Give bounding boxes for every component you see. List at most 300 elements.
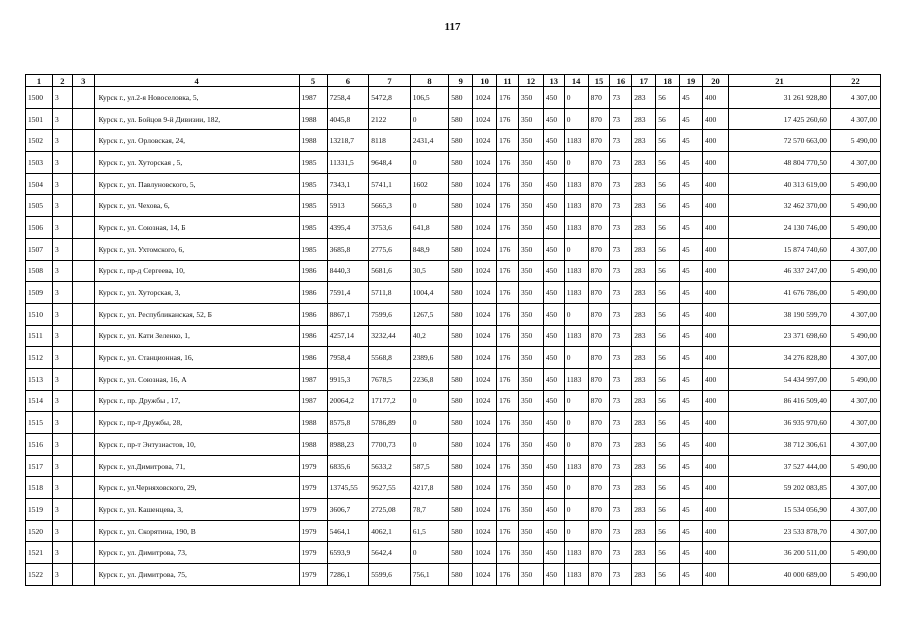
table-cell: 1183	[564, 455, 588, 477]
table-cell: 400	[702, 173, 728, 195]
table-cell: 73	[610, 195, 632, 217]
table-cell: 450	[543, 477, 564, 499]
table-cell: 56	[656, 368, 680, 390]
table-cell: 350	[518, 520, 543, 542]
table-cell: 870	[588, 108, 610, 130]
table-cell: 350	[518, 152, 543, 174]
table-cell: 56	[656, 412, 680, 434]
table-cell: 46 337 247,00	[728, 260, 830, 282]
table-cell: 7343,1	[327, 173, 369, 195]
column-header-9: 9	[449, 75, 473, 87]
column-header-18: 18	[656, 75, 680, 87]
table-cell: 73	[610, 455, 632, 477]
table-cell: 450	[543, 195, 564, 217]
table-cell: 400	[702, 434, 728, 456]
table-cell: 1024	[473, 499, 497, 521]
table-cell: 13745,55	[327, 477, 369, 499]
table-cell	[72, 108, 94, 130]
table-cell: 580	[449, 455, 473, 477]
table-cell: 0	[564, 412, 588, 434]
table-cell: 400	[702, 282, 728, 304]
table-cell: 4 307,00	[830, 347, 880, 369]
table-cell: 350	[518, 260, 543, 282]
table-cell: 45	[680, 347, 703, 369]
table-cell: 176	[497, 412, 519, 434]
table-cell: 73	[610, 499, 632, 521]
table-cell: 3	[53, 260, 73, 282]
table-row	[26, 195, 881, 217]
table-cell: 7700,73	[369, 434, 411, 456]
table-cell: 176	[497, 325, 519, 347]
table-cell: 283	[632, 303, 656, 325]
table-cell: 5464,1	[327, 520, 369, 542]
table-cell: 870	[588, 217, 610, 239]
table-cell: 870	[588, 499, 610, 521]
table-cell: Курск г., пр-т Дружбы, 28,	[94, 412, 299, 434]
table-cell: 1986	[299, 325, 327, 347]
table-cell: 450	[543, 347, 564, 369]
table-cell: 45	[680, 368, 703, 390]
table-cell: 450	[543, 130, 564, 152]
table-cell: 3606,7	[327, 499, 369, 521]
table-cell: 0	[410, 434, 448, 456]
table-cell: 1503	[26, 152, 53, 174]
table-cell: 350	[518, 173, 543, 195]
table-cell: 1516	[26, 434, 53, 456]
table-cell: 400	[702, 303, 728, 325]
table-cell: 3	[53, 390, 73, 412]
table-cell: 580	[449, 325, 473, 347]
table-cell: 1024	[473, 173, 497, 195]
table-cell: 56	[656, 455, 680, 477]
table-cell: 3	[53, 564, 73, 586]
table-cell: 350	[518, 303, 543, 325]
table-cell: 350	[518, 130, 543, 152]
table-cell: 4 307,00	[830, 434, 880, 456]
table-cell: 2389,6	[410, 347, 448, 369]
table-cell: 6835,6	[327, 455, 369, 477]
table-cell: 5 490,00	[830, 195, 880, 217]
table-cell: 23 533 878,70	[728, 520, 830, 542]
column-header-11: 11	[497, 75, 519, 87]
table-cell: 176	[497, 152, 519, 174]
table-cell: 283	[632, 108, 656, 130]
table-cell: 0	[564, 499, 588, 521]
table-cell: 7958,4	[327, 347, 369, 369]
table-cell: 40 313 619,00	[728, 173, 830, 195]
table-cell: 45	[680, 260, 703, 282]
table-cell: 1024	[473, 477, 497, 499]
column-header-20: 20	[702, 75, 728, 87]
table-cell: 56	[656, 564, 680, 586]
table-cell: 450	[543, 542, 564, 564]
table-cell: 176	[497, 390, 519, 412]
table-cell: 24 130 746,00	[728, 217, 830, 239]
table-cell: 580	[449, 108, 473, 130]
table-cell: 61,5	[410, 520, 448, 542]
table-cell: 1986	[299, 347, 327, 369]
table-cell: 1183	[564, 325, 588, 347]
table-cell: 283	[632, 564, 656, 586]
table-cell: 580	[449, 520, 473, 542]
table-cell: 2775,6	[369, 238, 411, 260]
table-cell: 7599,6	[369, 303, 411, 325]
table-cell: 56	[656, 217, 680, 239]
table-cell: 283	[632, 217, 656, 239]
table-cell: 1979	[299, 520, 327, 542]
table-cell: 176	[497, 195, 519, 217]
page-number: 117	[444, 21, 461, 33]
column-header-1: 1	[26, 75, 53, 87]
table-cell: 1183	[564, 130, 588, 152]
table-cell: 0	[564, 347, 588, 369]
table-cell: 580	[449, 499, 473, 521]
table-cell: Курск г., пр-д Сергеева, 10,	[94, 260, 299, 282]
table-row	[26, 390, 881, 412]
table-cell: 176	[497, 260, 519, 282]
table-cell: 5 490,00	[830, 217, 880, 239]
table-cell: 580	[449, 542, 473, 564]
table-cell: 350	[518, 325, 543, 347]
table-cell: 283	[632, 477, 656, 499]
table-cell	[72, 152, 94, 174]
table-row	[26, 520, 881, 542]
table-cell	[72, 390, 94, 412]
column-header-3: 3	[72, 75, 94, 87]
table-cell: 4 307,00	[830, 390, 880, 412]
table-cell	[72, 282, 94, 304]
table-cell: Курск г., ул. Союзная, 16, А	[94, 368, 299, 390]
table-cell: 4045,8	[327, 108, 369, 130]
table-cell: Курск г., ул. Кашенцева, 3,	[94, 499, 299, 521]
data-table	[25, 74, 881, 586]
table-cell: 45	[680, 217, 703, 239]
table-cell: 450	[543, 499, 564, 521]
table-row	[26, 260, 881, 282]
table-row	[26, 455, 881, 477]
table-cell: 176	[497, 434, 519, 456]
table-cell: 870	[588, 325, 610, 347]
table-cell: 350	[518, 108, 543, 130]
table-cell: 283	[632, 434, 656, 456]
table-row	[26, 217, 881, 239]
table-cell	[72, 455, 94, 477]
table-cell: 73	[610, 347, 632, 369]
table-cell: 450	[543, 173, 564, 195]
table-cell: 78,7	[410, 499, 448, 521]
table-cell: 450	[543, 520, 564, 542]
table-cell: 587,5	[410, 455, 448, 477]
table-cell: 450	[543, 564, 564, 586]
table-cell: 870	[588, 87, 610, 109]
table-cell: 350	[518, 412, 543, 434]
table-cell: 283	[632, 412, 656, 434]
table-cell: Курск г., пр. Дружбы , 17,	[94, 390, 299, 412]
table-cell: 40,2	[410, 325, 448, 347]
table-cell: Курск г., пр-т Энтузиастов, 10,	[94, 434, 299, 456]
table-cell: 73	[610, 325, 632, 347]
table-cell: 4062,1	[369, 520, 411, 542]
table-cell: 176	[497, 499, 519, 521]
table-cell: 176	[497, 368, 519, 390]
column-header-12: 12	[518, 75, 543, 87]
table-row	[26, 325, 881, 347]
table-cell: 1024	[473, 108, 497, 130]
table-cell: 1986	[299, 303, 327, 325]
table-cell: 350	[518, 499, 543, 521]
table-cell: 73	[610, 173, 632, 195]
column-header-22: 22	[830, 75, 880, 87]
table-cell: Курск г., ул. Союзная, 14, Б	[94, 217, 299, 239]
table-cell: 5 490,00	[830, 455, 880, 477]
table-cell: 580	[449, 434, 473, 456]
table-cell: 8988,23	[327, 434, 369, 456]
table-cell: 350	[518, 564, 543, 586]
table-cell: 350	[518, 282, 543, 304]
table-cell: 580	[449, 87, 473, 109]
table-cell: 350	[518, 195, 543, 217]
table-cell: 1979	[299, 542, 327, 564]
table-cell: 400	[702, 130, 728, 152]
table-cell: 283	[632, 347, 656, 369]
table-cell: 870	[588, 434, 610, 456]
table-cell: 9648,4	[369, 152, 411, 174]
table-cell: 56	[656, 282, 680, 304]
table-cell: 283	[632, 368, 656, 390]
table-cell: 5599,6	[369, 564, 411, 586]
table-cell: 1024	[473, 130, 497, 152]
table-cell: 8867,1	[327, 303, 369, 325]
table-cell: 45	[680, 108, 703, 130]
table-cell: 350	[518, 455, 543, 477]
table-cell: 176	[497, 108, 519, 130]
table-cell: 0	[410, 195, 448, 217]
table-cell: 400	[702, 390, 728, 412]
table-cell: 0	[564, 152, 588, 174]
table-cell: 1004,4	[410, 282, 448, 304]
table-cell: 400	[702, 217, 728, 239]
table-cell: 13218,7	[327, 130, 369, 152]
table-cell: 56	[656, 173, 680, 195]
table-cell: 1979	[299, 477, 327, 499]
table-cell: 45	[680, 390, 703, 412]
table-cell: 8118	[369, 130, 411, 152]
table-cell: 4 307,00	[830, 303, 880, 325]
table-cell: 73	[610, 412, 632, 434]
table-cell: 176	[497, 303, 519, 325]
table-cell: 641,8	[410, 217, 448, 239]
table-cell: 450	[543, 238, 564, 260]
table-cell: 0	[564, 520, 588, 542]
table-cell: 400	[702, 195, 728, 217]
table-cell: Курск г., ул. Димитрова, 73,	[94, 542, 299, 564]
table-cell: 73	[610, 368, 632, 390]
table-cell	[72, 173, 94, 195]
table-cell: 283	[632, 87, 656, 109]
table-cell: 1985	[299, 238, 327, 260]
table-row	[26, 477, 881, 499]
table-cell: 176	[497, 130, 519, 152]
table-cell: 11331,5	[327, 152, 369, 174]
table-cell: 45	[680, 282, 703, 304]
table-cell: 56	[656, 390, 680, 412]
table-cell: 5472,8	[369, 87, 411, 109]
table-cell: 176	[497, 217, 519, 239]
table-cell: 5568,8	[369, 347, 411, 369]
table-cell: 350	[518, 477, 543, 499]
table-cell: 1024	[473, 282, 497, 304]
table-cell: 400	[702, 347, 728, 369]
table-cell: 450	[543, 217, 564, 239]
table-cell: 73	[610, 238, 632, 260]
table-cell: 56	[656, 108, 680, 130]
table-cell: 7258,4	[327, 87, 369, 109]
table-cell: 870	[588, 542, 610, 564]
table-cell: 870	[588, 238, 610, 260]
table-cell	[72, 217, 94, 239]
table-cell: 580	[449, 564, 473, 586]
table-cell: 8440,3	[327, 260, 369, 282]
table-cell: 7591,4	[327, 282, 369, 304]
table-cell: 45	[680, 325, 703, 347]
table-cell: 5 490,00	[830, 368, 880, 390]
table-cell: 283	[632, 130, 656, 152]
table-cell: 1024	[473, 303, 497, 325]
table-cell: 450	[543, 152, 564, 174]
table-row	[26, 238, 881, 260]
table-cell: 1520	[26, 520, 53, 542]
table-cell: 5681,6	[369, 260, 411, 282]
table-cell: 870	[588, 390, 610, 412]
table-cell: 1986	[299, 282, 327, 304]
column-header-15: 15	[588, 75, 610, 87]
table-cell: 0	[564, 434, 588, 456]
table-cell: 7286,1	[327, 564, 369, 586]
table-cell: 2725,08	[369, 499, 411, 521]
table-cell: 73	[610, 282, 632, 304]
table-cell: 5633,2	[369, 455, 411, 477]
column-header-21: 21	[728, 75, 830, 87]
table-cell: 17 425 260,60	[728, 108, 830, 130]
table-cell: 45	[680, 173, 703, 195]
table-cell: 756,1	[410, 564, 448, 586]
table-cell: 0	[564, 238, 588, 260]
table-cell: 1024	[473, 455, 497, 477]
table-cell: 73	[610, 108, 632, 130]
table-cell: 3	[53, 368, 73, 390]
table-cell: 1509	[26, 282, 53, 304]
table-cell: 1024	[473, 195, 497, 217]
table-cell: 4 307,00	[830, 412, 880, 434]
table-cell: 176	[497, 564, 519, 586]
table-cell: 5 490,00	[830, 173, 880, 195]
table-cell: Курск г., ул. Павлуновского, 5,	[94, 173, 299, 195]
table-cell: 56	[656, 542, 680, 564]
table-cell: 400	[702, 87, 728, 109]
table-cell: 283	[632, 152, 656, 174]
table-row	[26, 368, 881, 390]
table-cell: 176	[497, 455, 519, 477]
table-cell: 0	[564, 87, 588, 109]
table-row	[26, 303, 881, 325]
table-cell: Курск г., ул.Димитрова, 71,	[94, 455, 299, 477]
table-cell	[72, 303, 94, 325]
table-cell: 870	[588, 282, 610, 304]
table-cell: 3	[53, 195, 73, 217]
table-cell: 34 276 828,80	[728, 347, 830, 369]
table-row	[26, 87, 881, 109]
table-cell: 176	[497, 238, 519, 260]
table-cell: 1183	[564, 260, 588, 282]
table-cell: 2236,8	[410, 368, 448, 390]
table-row	[26, 499, 881, 521]
table-cell: Курск г., ул. Скорятина, 190, В	[94, 520, 299, 542]
table-cell: 45	[680, 238, 703, 260]
table-row	[26, 152, 881, 174]
table-cell: 3	[53, 477, 73, 499]
table-cell: 1987	[299, 87, 327, 109]
table-cell: 45	[680, 564, 703, 586]
table-cell: 1183	[564, 542, 588, 564]
table-cell: 45	[680, 520, 703, 542]
table-cell: 1514	[26, 390, 53, 412]
table-cell: 3	[53, 87, 73, 109]
table-cell: Курск г., ул. Республиканская, 52, Б	[94, 303, 299, 325]
table-cell: 45	[680, 412, 703, 434]
table-cell: 1024	[473, 238, 497, 260]
table-cell: 1183	[564, 217, 588, 239]
table-cell: 73	[610, 217, 632, 239]
table-cell: 1988	[299, 108, 327, 130]
table-cell	[72, 477, 94, 499]
table-cell: 1024	[473, 87, 497, 109]
table-cell: 1987	[299, 368, 327, 390]
table-cell: 45	[680, 195, 703, 217]
table-cell: 59 202 083,85	[728, 477, 830, 499]
table-cell: 54 434 997,00	[728, 368, 830, 390]
table-cell	[72, 542, 94, 564]
table-cell: 3	[53, 347, 73, 369]
table-cell: 15 534 056,90	[728, 499, 830, 521]
table-cell: 350	[518, 368, 543, 390]
table-cell	[72, 520, 94, 542]
table-cell: 4 307,00	[830, 499, 880, 521]
table-cell: 283	[632, 238, 656, 260]
table-cell: 283	[632, 260, 656, 282]
table-cell: 450	[543, 412, 564, 434]
table-cell: 450	[543, 325, 564, 347]
table-cell: 580	[449, 173, 473, 195]
table-cell: 45	[680, 434, 703, 456]
table-cell: 36 935 970,60	[728, 412, 830, 434]
table-cell: 870	[588, 195, 610, 217]
table-cell: 450	[543, 260, 564, 282]
table-cell: 0	[410, 412, 448, 434]
table-cell: 1502	[26, 130, 53, 152]
table-cell: 1024	[473, 217, 497, 239]
table-cell: 283	[632, 325, 656, 347]
table-cell: 870	[588, 347, 610, 369]
table-cell: 73	[610, 542, 632, 564]
table-cell: 9527,55	[369, 477, 411, 499]
table-cell: 56	[656, 260, 680, 282]
table-header-row	[26, 75, 881, 87]
table-cell: 0	[410, 108, 448, 130]
table-cell: 400	[702, 152, 728, 174]
table-cell: 580	[449, 477, 473, 499]
table-cell: 450	[543, 434, 564, 456]
table-cell: 350	[518, 217, 543, 239]
